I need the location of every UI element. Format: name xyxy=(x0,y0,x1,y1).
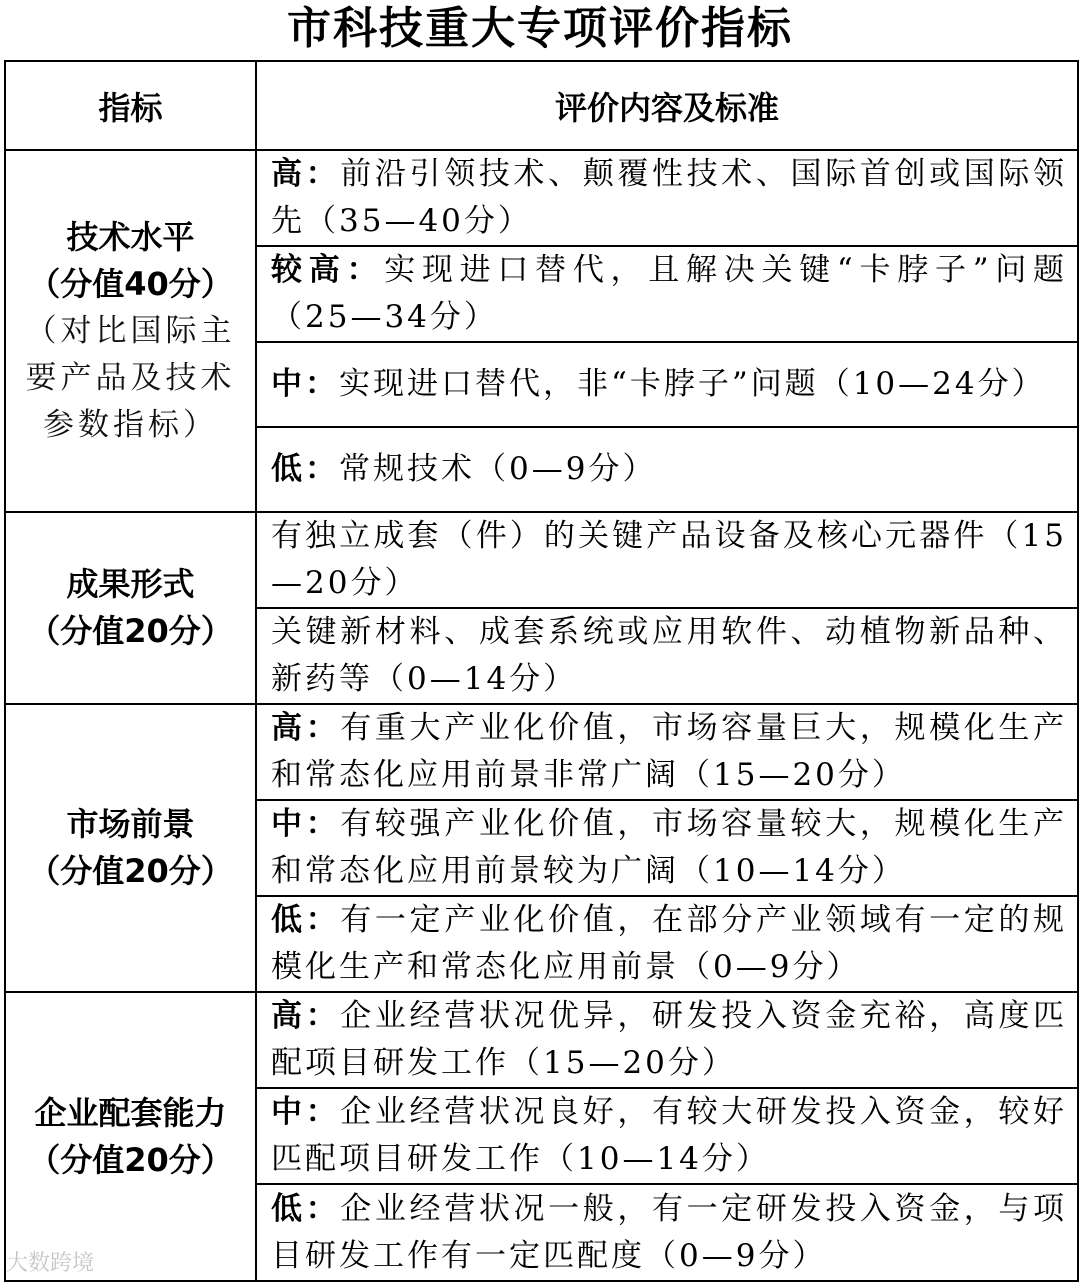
indicator-market-prospect xyxy=(5,704,256,992)
level-label: 高： xyxy=(271,710,341,746)
criteria-text: 有较强产业化价值，市场容量较大，规模化生产和常态化应用前景较为广阔（10—14分） xyxy=(271,806,1068,889)
criteria-cell xyxy=(256,1088,1078,1184)
criteria-text: 有重大产业化价值，市场容量巨大，规模化生产和常态化应用前景非常广阔（15—20分） xyxy=(271,710,1068,793)
table-row xyxy=(5,150,1078,246)
indicator-score: （分值40分） xyxy=(28,264,233,303)
criteria-text: 实现进口替代，且解决关键“卡脖子”问题（25—34分） xyxy=(271,252,1067,335)
criteria-cell xyxy=(256,608,1078,704)
indicator-name: 技术水平 xyxy=(66,217,195,256)
criteria-text: 企业经营状况优异，研发投入资金充裕，高度匹配项目研发工作（15—20分） xyxy=(271,998,1068,1081)
criteria-text: 常规技术（0—9分） xyxy=(339,451,657,487)
indicator-name: 企业配套能力（分值20分） xyxy=(28,1093,233,1179)
level-label: 低： xyxy=(271,902,341,938)
indicator-enterprise-capacity xyxy=(5,992,256,1281)
criteria-cell xyxy=(256,704,1078,800)
indicator-score: （分值20分） xyxy=(28,612,233,650)
criteria-text: 关键新材料、成套系统或应用软件、动植物新品种、新药等（0—14分） xyxy=(271,614,1067,697)
indicator-name: 市场前景 xyxy=(66,805,195,843)
indicator-result-form xyxy=(5,512,256,704)
criteria-text: 前沿引领技术、颠覆性技术、国际首创或国际领先（35—40分） xyxy=(271,156,1068,239)
table-row xyxy=(5,704,1078,800)
criteria-cell xyxy=(256,342,1078,427)
page-title: 市科技重大专项评价指标 xyxy=(287,3,793,54)
watermark: 大数跨境 xyxy=(6,1251,95,1276)
criteria-cell xyxy=(256,512,1078,608)
indicator-tech-level xyxy=(5,150,256,512)
level-label: 高： xyxy=(271,998,341,1034)
level-label: 低： xyxy=(271,451,339,487)
level-label: 低： xyxy=(271,1190,341,1227)
table-row xyxy=(5,512,1078,608)
criteria-cell xyxy=(256,992,1078,1088)
criteria-text: 实现进口替代，非“卡脖子”问题（10—24分） xyxy=(339,366,1046,402)
header-criteria: 评价内容及标准 xyxy=(256,61,1078,150)
level-label: 中： xyxy=(271,806,341,842)
indicator-note: （对比国际主要产品及技术参数指标） xyxy=(25,312,236,443)
criteria-text: 企业经营状况一般，有一定研发投入资金，与项目研发工作有一定匹配度（0—9分） xyxy=(271,1190,1068,1274)
header-indicator: 指标 xyxy=(5,61,256,150)
evaluation-table xyxy=(4,60,1079,1282)
criteria-text: 企业经营状况良好，有较大研发投入资金，较好匹配项目研发工作（10—14分） xyxy=(271,1094,1068,1177)
criteria-cell xyxy=(256,150,1078,246)
indicator-name: 成果形式 xyxy=(66,565,195,603)
criteria-cell xyxy=(256,800,1078,896)
criteria-cell xyxy=(256,246,1078,342)
level-label: 高： xyxy=(271,156,341,192)
table-header-row xyxy=(5,61,1078,150)
criteria-text: 有独立成套（件）的关键产品设备及核心元器件（15—20分） xyxy=(271,518,1067,601)
criteria-cell xyxy=(256,427,1078,512)
table-row xyxy=(5,992,1078,1088)
criteria-cell xyxy=(256,896,1078,992)
level-label: 较高： xyxy=(271,252,385,288)
level-label: 中： xyxy=(271,366,339,402)
criteria-cell xyxy=(256,1184,1078,1281)
criteria-text: 有一定产业化价值，在部分产业领域有一定的规模化生产和常态化应用前景（0—9分） xyxy=(271,902,1068,985)
indicator-score: （分值20分） xyxy=(28,852,233,890)
level-label: 中： xyxy=(271,1094,341,1130)
